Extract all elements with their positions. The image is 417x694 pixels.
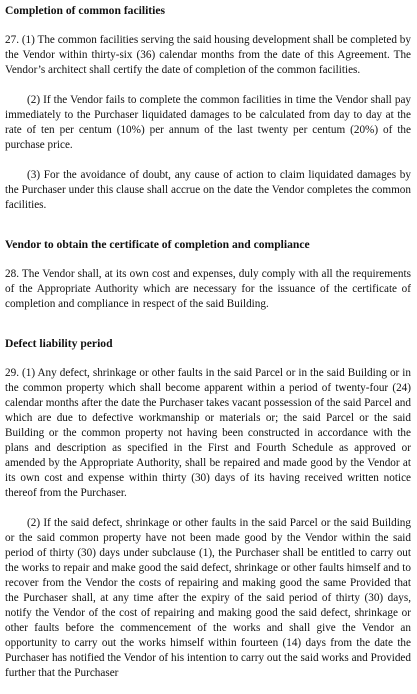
section-heading-completion-of-common-facilities: Completion of common facilities xyxy=(5,4,166,17)
document-page xyxy=(5,0,411,681)
section-heading-certificate-of-completion: Vendor to obtain the certificate of completion and compliance xyxy=(5,238,310,251)
clause-29-1: 29. (1) Any defect, shrinkage or other faults in the said Parcel or in the said Building or in the common property which shall become apparent within a period of twenty-four (24) calendar months after the date the Purchaser takes vacant possession of the said Parcel and which are due to defective workmanship or materials or; the said Parcel or the said Building or the common property not having been constructed in accordance with the plans and description as specified in the First and Fourth Schedule as approved or amended by the Appropriate Authority, shall be repaired and made good by the Vendor at its own cost and expense within thirty (30) days of its having received written notice thereof from the Purchaser. xyxy=(5,367,411,499)
clause-27-3: (3) For the avoidance of doubt, any cause of action to claim liquidated damages by the Purchaser under this clause shall accrue on the date the Vendor completes the common facilities. xyxy=(5,169,411,211)
section-heading-defect-liability-period: Defect liability period xyxy=(5,337,113,350)
clause-27-2: (2) If the Vendor fails to complete the common facilities in time the Vendor shall pay immediately to the Purchaser liquidated damages to be calculated from day to day at the rate of ten per centum (10%) per annum of the last twenty per centum (20%) of the purchase price. xyxy=(5,94,411,151)
clause-27-1: 27. (1) The common facilities serving the said housing development shall be completed by the Vendor within thirty-six (36) calendar months from the date of this Agreement. The Vendor’s architect shall certify the date of completion of the common facilities. xyxy=(5,34,411,76)
clause-28: 28. The Vendor shall, at its own cost and expenses, duly comply with all the requirements of the Appropriate Authority which are necessary for the issuance of the certificate of completion and compliance in respect of the said Building. xyxy=(5,268,411,310)
clause-29-2: (2) If the said defect, shrinkage or other faults in the said Parcel or the said Building or the said common property have not been made good by the Vendor within the said period of thirty (30) days under subclause (1), the Purchaser shall be entitled to carry out the works to repair and make good the said defect, shrinkage or other faults himself and to recover from the Vendor the costs of repairing and making good the same Provided that the Purchaser shall, at any time after the expiry of the said period of thirty (30) days, notify the Vendor of the cost of repairing and making good the said defect, shrinkage or other faults before the commencement of the works and shall give the Vendor an opportunity to carry out the works himself within fourteen (14) days from the date the Purchaser has notified the Vendor of his intention to carry out the said works and Provided further that the Purchaser xyxy=(5,517,411,679)
